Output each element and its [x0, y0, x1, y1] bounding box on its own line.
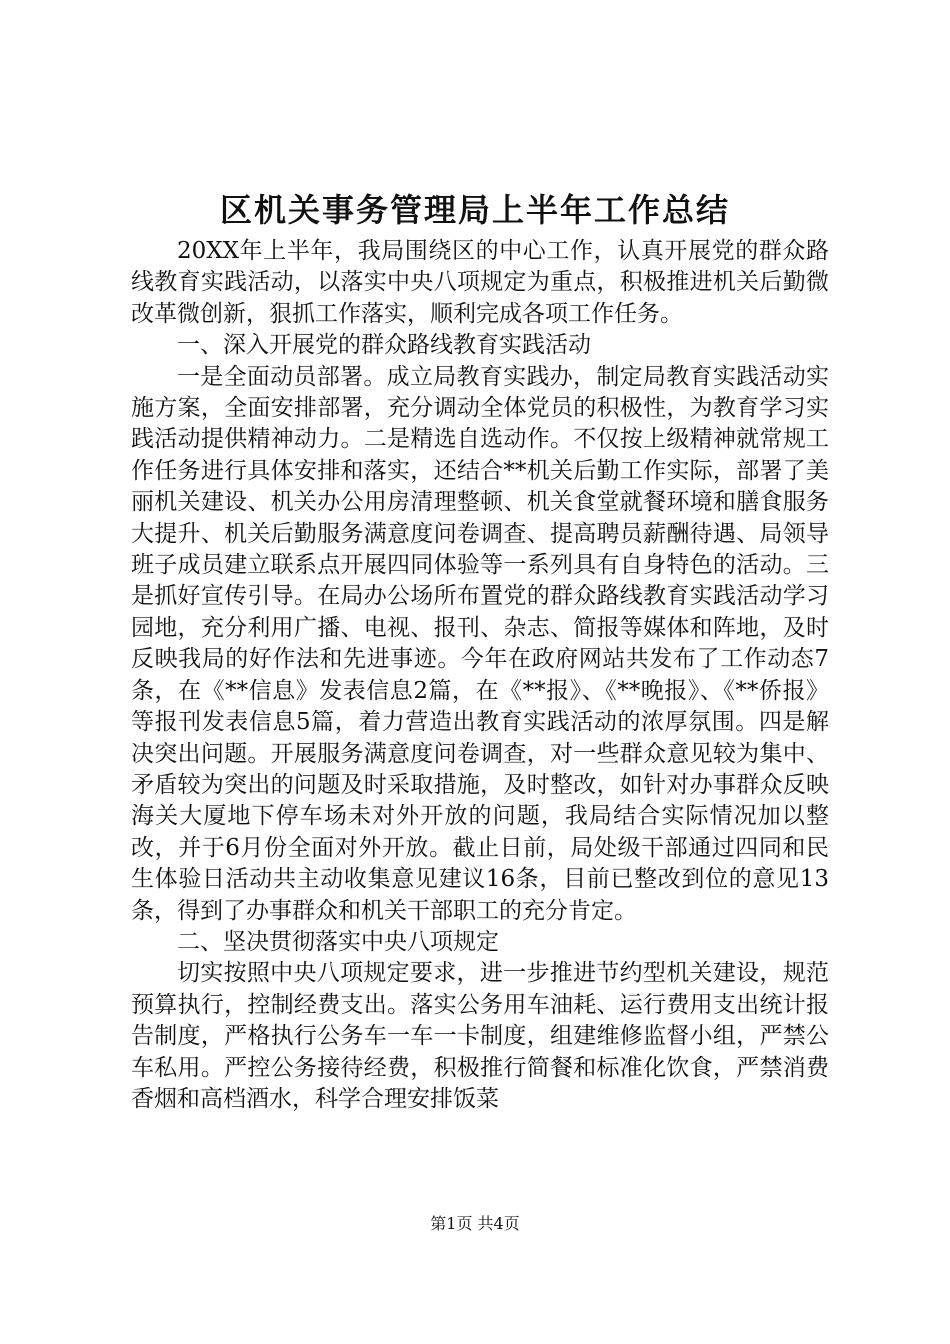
- document-body: [131, 236, 829, 1115]
- body-paragraph-1: 一是全面动员部署。成立局教育实践办，制定局教育实践活动实施方案，全面安排部署，充分调动全体党员的积极性，为教育学习实践活动提供精神动力。二是精选自选动作。不仅按上级精神就常规工作任务进行具体安排和落实，还结合**机关后勤工作实际，部署了美丽机关建设、机关办公用房清理整顿、机关食堂就餐环境和膳食服务大提升、机关后勤服务满意度问卷调查、提高聘员薪酬待遇、局领导班子成员建立联系点开展四同体验等一系列具有自身特色的活动。三是抓好宣传引导。在局办公场所布置党的群众路线教育实践活动学习园地，充分利用广播、电视、报刊、杂志、简报等媒体和阵地，及时反映我局的好作法和先进事迹。今年在政府网站共发布了工作动态7条，在《**信息》发表信息2篇，在《**报》、《**晚报》、《**侨报》等报刊发表信息5篇，着力营造出教育实践活动的浓厚氛围。四是解决突出问题。开展服务满意度问卷调查，对一些群众意见较为集中、矛盾较为突出的问题及时采取措施，及时整改，如针对办事群众反映海关大厦地下停车场未对外开放的问题，我局结合实际情况加以整改，并于6月份全面对外开放。截止日前，局处级干部通过四同和民生体验日活动共主动收集意见建议16条，目前已整改到位的意见13条，得到了办事群众和机关干部职工的充分肯定。: [131, 363, 829, 924]
- body-paragraph-2: 切实按照中央八项规定要求，进一步推进节约型机关建设，规范预算执行，控制经费支出。落实公务用车油耗、运行费用支出统计报告制度，严格执行公务车一车一卡制度，组建维修监督小组，严禁公车私用。严控公务接待经费，积极推行简餐和标准化饮食，严禁消费香烟和高档酒水，科学合理安排饭菜: [131, 960, 829, 1112]
- page-number-footer: 第1页 共4页: [430, 1214, 520, 1233]
- section-heading-2: 二、坚决贯彻落实中央八项规定: [177, 928, 499, 955]
- section-heading-1: 一、深入开展党的群众路线教育实践活动: [177, 332, 591, 359]
- intro-paragraph: 20XX年上半年，我局围绕区的中心工作，认真开展党的群众路线教育实践活动，以落实中央八项规定为重点，积极推进机关后勤微改革微创新，狠抓工作落实，顺利完成各项工作任务。: [131, 238, 829, 327]
- document-title: 区机关事务管理局上半年工作总结: [219, 191, 730, 229]
